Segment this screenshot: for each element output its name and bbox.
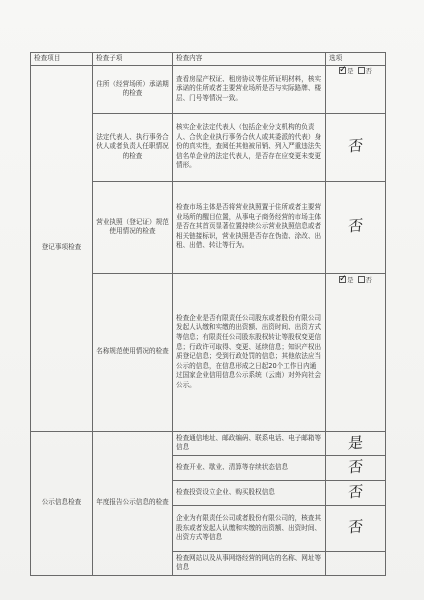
- yes-checkbox[interactable]: [339, 273, 347, 284]
- row-option-handwritten[interactable]: [326, 551, 386, 575]
- table-header-row: [31, 53, 386, 66]
- check-mark-icon: ✓: [339, 273, 347, 284]
- row-option-handwritten[interactable]: [326, 481, 386, 506]
- row-content: 核实企业法定代表人（包括企业分支机构的负责人、合伙企业执行事务合伙人或其委派的代表）身份的真实性，查阅任其他被吊销、列入严重违法失信名单企业的法定代表人，是否存在应变更未变更情形。: [173, 113, 326, 181]
- row-option-checkbox[interactable]: [326, 65, 386, 113]
- header-category: 检查项目: [31, 53, 93, 66]
- handwritten-mark: 否: [347, 457, 364, 477]
- row-option-handwritten[interactable]: [326, 505, 386, 551]
- row-option-handwritten[interactable]: [326, 181, 386, 273]
- handwritten-mark: 否: [347, 216, 364, 236]
- no-checkbox[interactable]: [358, 67, 365, 74]
- row-content: 检查投资设立企业、购买股权信息: [173, 481, 326, 506]
- header-content: 检查内容: [173, 53, 326, 66]
- row-content: 检查网站以及从事网络经营的网店的名称、网址等信息: [173, 551, 326, 575]
- no-checkbox[interactable]: [358, 276, 365, 283]
- row-item: 住所（经营场所）承诺期的检查: [93, 65, 173, 113]
- inspection-table: [30, 52, 386, 576]
- header-item: 检查子项: [93, 53, 173, 66]
- header-option: 选项: [326, 53, 386, 66]
- row-option-handwritten[interactable]: [326, 431, 386, 456]
- row-content: 企业为有限责任公司或者股份有限公司的，核查其股东或者发起人认缴和实缴的出资额、出资时间、出资方式等信息: [173, 505, 326, 551]
- row-option-handwritten[interactable]: [326, 456, 386, 481]
- yes-label: 是: [347, 275, 354, 284]
- handwritten-mark: 是: [347, 432, 364, 453]
- yes-checkbox[interactable]: [339, 67, 346, 74]
- yes-label: 是: [347, 66, 354, 75]
- section-category-disclosure: 公示信息检查: [31, 431, 93, 575]
- table-row: [31, 65, 386, 113]
- row-item: 年度报告公示信息的检查: [93, 431, 173, 575]
- table-row: [31, 431, 386, 456]
- row-option-handwritten[interactable]: [326, 113, 386, 181]
- row-item: 法定代表人、执行事务合伙人或者负责人任职情况的检查: [93, 113, 173, 181]
- row-content: 检查企业是否有限责任公司股东或者股份有限公司发起人认缴和实缴的出资额、出资时间、出资方式等信息；有限责任公司股东股权转让等股权变更信息；行政许可取得、变更、延续信息；知识产权出质登记信息；受到行政处罚的信息；其他依法应当公示的信息，在信息形成之日起20个工作日内通过国家企业信用信息公示系统（云南）对外向社会公示。: [173, 273, 326, 431]
- row-content: 检查开业、歇业、清算等存续状态信息: [173, 456, 326, 481]
- check-mark-icon: ✓: [339, 65, 347, 75]
- handwritten-mark: 否: [347, 482, 364, 502]
- row-item: 名称规范使用情况的检查: [93, 273, 173, 431]
- row-content: 检查市场主体是否将营业执照置于住所或者主要营业场所的醒目位置，从事电子商务经营的市场主体是否在其首页显著位置持续公示营业执照信息或者相关链接标识，营业执照是否存在伪造、涂改、出租、出借、转让等行为。: [173, 181, 326, 273]
- row-item: 营业执照（登记证）规范使用情况的检查: [93, 181, 173, 273]
- row-option-checkbox[interactable]: [326, 273, 386, 431]
- section-category-registration: 登记事项检查: [31, 65, 93, 431]
- row-content: 查看房屋产权证、租房协议等住所证明材料，核实承诺的住所或者主要营业场所是否与实际路牌、楼层、门号等情况一致。: [173, 65, 326, 113]
- no-label: 否: [365, 275, 372, 284]
- no-label: 否: [365, 66, 372, 75]
- row-content: 检查通信地址、邮政编码、联系电话、电子邮箱等信息: [173, 431, 326, 456]
- handwritten-mark: 否: [347, 136, 364, 156]
- handwritten-mark: 否: [347, 517, 364, 537]
